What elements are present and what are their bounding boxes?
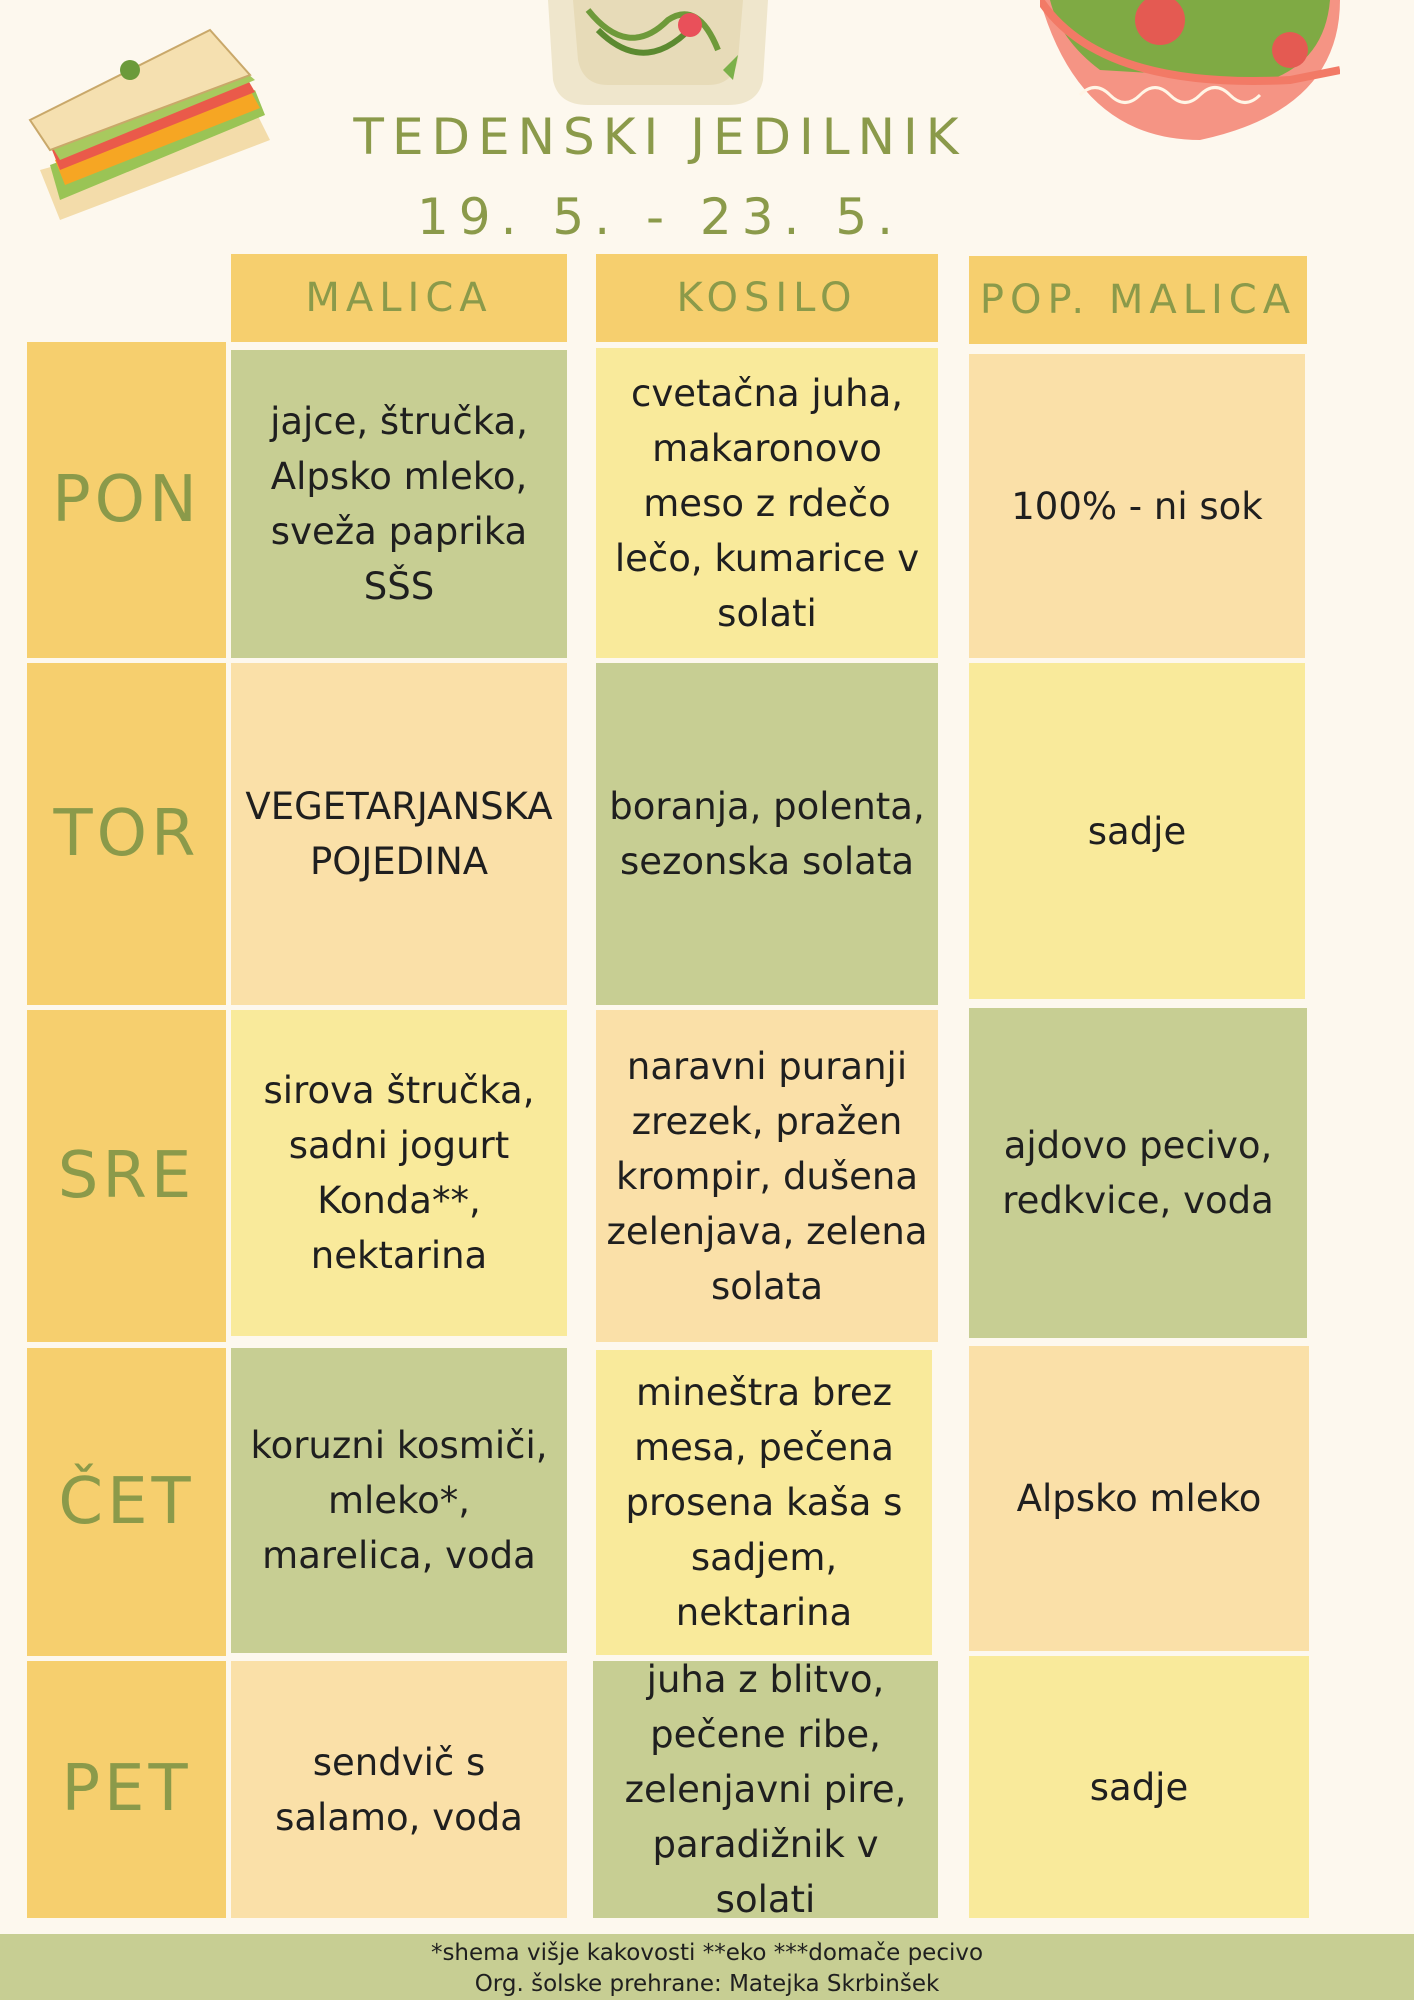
menu-cell-pon-kosilo: cvetačna juha, makaronovo meso z rdečo lečo, kumarice v solati	[596, 348, 938, 658]
menu-cell-tor-pop-malica: sadje	[969, 663, 1305, 999]
column-header-pop-malica: POP. MALICA	[969, 256, 1307, 344]
menu-cell-tor-kosilo: boranja, polenta, sezonska solata	[596, 663, 938, 1005]
page-title: TEDENSKI JEDILNIK	[353, 108, 967, 166]
menu-cell-pet-pop-malica: sadje	[969, 1656, 1309, 1918]
day-label-cet: ČET	[27, 1348, 226, 1656]
menu-cell-cet-pop-malica: Alpsko mleko	[969, 1346, 1309, 1651]
day-label-pon: PON	[27, 342, 226, 658]
menu-cell-sre-pop-malica: ajdovo pecivo, redkvice, voda	[969, 1008, 1307, 1338]
menu-cell-cet-kosilo: mineštra brez mesa, pečena prosena kaša s sadjem, nektarina	[596, 1350, 932, 1655]
footer-legend: *shema višje kakovosti **eko ***domače pecivo	[430, 1940, 984, 1966]
day-label-tor: TOR	[27, 663, 226, 1005]
day-label-pet: PET	[27, 1661, 226, 1918]
menu-cell-pet-malica: sendvič s salamo, voda	[231, 1661, 567, 1918]
footer-organizer: Org. šolske prehrane: Matejka Skrbinšek	[474, 1971, 940, 1997]
menu-cell-tor-malica: VEGETARJANSKA POJEDINA	[231, 663, 567, 1005]
menu-cell-pet-kosilo: juha z blitvo, pečene ribe, zelenjavni pire, paradižnik v solati	[593, 1661, 938, 1918]
date-range: 19. 5. - 23. 5.	[416, 188, 904, 246]
menu-cell-pon-malica: jajce, štručka, Alpsko mleko, sveža paprika SŠS	[231, 350, 567, 658]
noodle-bowl-icon	[548, 0, 768, 110]
footer	[0, 1934, 1414, 2000]
menu-cell-pon-pop-malica: 100% - ni sok	[969, 354, 1305, 658]
menu-cell-sre-kosilo: naravni puranji zrezek, pražen krompir, dušena zelenjava, zelena solata	[596, 1010, 938, 1342]
day-label-sre: SRE	[27, 1010, 226, 1342]
menu-cell-cet-malica: koruzni kosmiči, mleko*, marelica, voda	[231, 1348, 567, 1653]
column-header-malica: MALICA	[231, 254, 567, 342]
column-header-kosilo: KOSILO	[596, 254, 938, 342]
menu-cell-sre-malica: sirova štručka, sadni jogurt Konda**, nektarina	[231, 1010, 567, 1336]
